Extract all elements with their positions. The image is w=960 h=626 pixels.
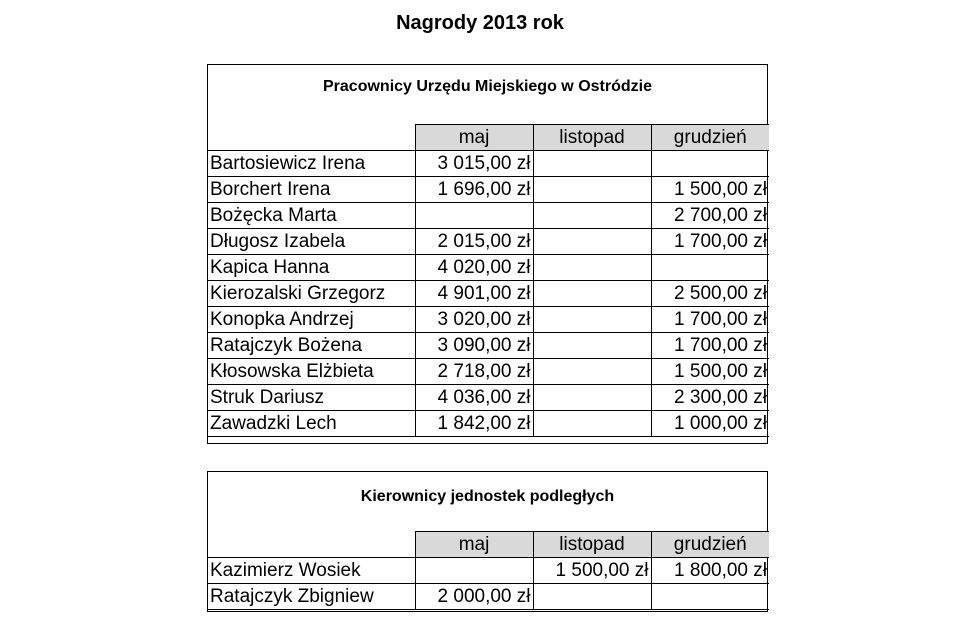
value-cell-grudzien: 1 800,00 zł xyxy=(651,558,769,584)
value-cell-grudzien: 1 700,00 zł xyxy=(651,307,769,333)
value-cell-listopad: 1 500,00 zł xyxy=(533,558,651,584)
table-row xyxy=(208,359,769,385)
name-cell: Kłosowska Elżbieta xyxy=(208,359,415,385)
table-header-row xyxy=(208,125,769,151)
value-cell-maj: 3 020,00 zł xyxy=(415,307,533,333)
value-cell-maj: 3 015,00 zł xyxy=(415,151,533,177)
name-cell: Borchert Irena xyxy=(208,177,415,203)
column-header-listopad: listopad xyxy=(533,125,651,151)
table-row xyxy=(208,229,769,255)
header-blank xyxy=(208,125,415,151)
value-cell-maj xyxy=(415,558,533,584)
column-header-grudzien: grudzień xyxy=(651,532,769,558)
name-cell: Kierozalski Grzegorz xyxy=(208,281,415,307)
value-cell-listopad xyxy=(533,229,651,255)
value-cell-maj: 1 842,00 zł xyxy=(415,411,533,437)
table-row xyxy=(208,584,769,610)
name-cell: Kazimierz Wosiek xyxy=(208,558,415,584)
document-title: Nagrody 2013 rok xyxy=(396,12,564,34)
value-cell-maj: 2 000,00 zł xyxy=(415,584,533,610)
value-cell-listopad xyxy=(533,307,651,333)
value-cell-maj: 4 020,00 zł xyxy=(415,255,533,281)
table-row xyxy=(208,558,769,584)
section-employees xyxy=(207,64,768,444)
value-cell-listopad xyxy=(533,281,651,307)
value-cell-listopad xyxy=(533,584,651,610)
value-cell-grudzien: 1 700,00 zł xyxy=(651,229,769,255)
name-cell: Ratajczyk Bożena xyxy=(208,333,415,359)
value-cell-grudzien: 1 500,00 zł xyxy=(651,359,769,385)
name-cell: Bartosiewicz Irena xyxy=(208,151,415,177)
name-cell: Bożęcka Marta xyxy=(208,203,415,229)
name-cell: Zawadzki Lech xyxy=(208,411,415,437)
value-cell-maj: 1 696,00 zł xyxy=(415,177,533,203)
column-header-maj: maj xyxy=(415,532,533,558)
value-cell-grudzien: 2 500,00 zł xyxy=(651,281,769,307)
table-row xyxy=(208,255,769,281)
value-cell-grudzien xyxy=(651,151,769,177)
value-cell-grudzien: 2 300,00 zł xyxy=(651,385,769,411)
table-header-row xyxy=(208,532,769,558)
value-cell-maj: 3 090,00 zł xyxy=(415,333,533,359)
name-cell: Ratajczyk Zbigniew xyxy=(208,584,415,610)
table-row xyxy=(208,385,769,411)
column-header-listopad: listopad xyxy=(533,532,651,558)
name-cell: Struk Dariusz xyxy=(208,385,415,411)
table-row xyxy=(208,151,769,177)
table-row xyxy=(208,307,769,333)
section-title: Pracownicy Urzędu Miejskiego w Ostródzie xyxy=(323,78,652,95)
value-cell-listopad xyxy=(533,151,651,177)
table-row xyxy=(208,203,769,229)
table-row xyxy=(208,281,769,307)
table-row xyxy=(208,333,769,359)
table-row xyxy=(208,411,769,437)
value-cell-listopad xyxy=(533,177,651,203)
value-cell-listopad xyxy=(533,411,651,437)
value-cell-maj: 2 015,00 zł xyxy=(415,229,533,255)
value-cell-grudzien: 1 000,00 zł xyxy=(651,411,769,437)
value-cell-grudzien: 2 700,00 zł xyxy=(651,203,769,229)
table-row xyxy=(208,177,769,203)
value-cell-grudzien: 1 700,00 zł xyxy=(651,333,769,359)
section-managers xyxy=(207,471,768,612)
value-cell-maj: 4 036,00 zł xyxy=(415,385,533,411)
value-cell-listopad xyxy=(533,255,651,281)
value-cell-listopad xyxy=(533,385,651,411)
value-cell-listopad xyxy=(533,203,651,229)
section-title: Kierownicy jednostek podległych xyxy=(360,488,615,505)
name-cell: Długosz Izabela xyxy=(208,229,415,255)
awards-table-managers xyxy=(208,531,769,610)
value-cell-grudzien xyxy=(651,584,769,610)
value-cell-grudzien: 1 500,00 zł xyxy=(651,177,769,203)
value-cell-maj: 4 901,00 zł xyxy=(415,281,533,307)
name-cell: Konopka Andrzej xyxy=(208,307,415,333)
column-header-maj: maj xyxy=(415,125,533,151)
awards-table-employees xyxy=(208,124,769,437)
value-cell-maj xyxy=(415,203,533,229)
value-cell-listopad xyxy=(533,333,651,359)
column-header-grudzien: grudzień xyxy=(651,125,769,151)
name-cell: Kapica Hanna xyxy=(208,255,415,281)
value-cell-listopad xyxy=(533,359,651,385)
header-blank xyxy=(208,532,415,558)
value-cell-grudzien xyxy=(651,255,769,281)
value-cell-maj: 2 718,00 zł xyxy=(415,359,533,385)
